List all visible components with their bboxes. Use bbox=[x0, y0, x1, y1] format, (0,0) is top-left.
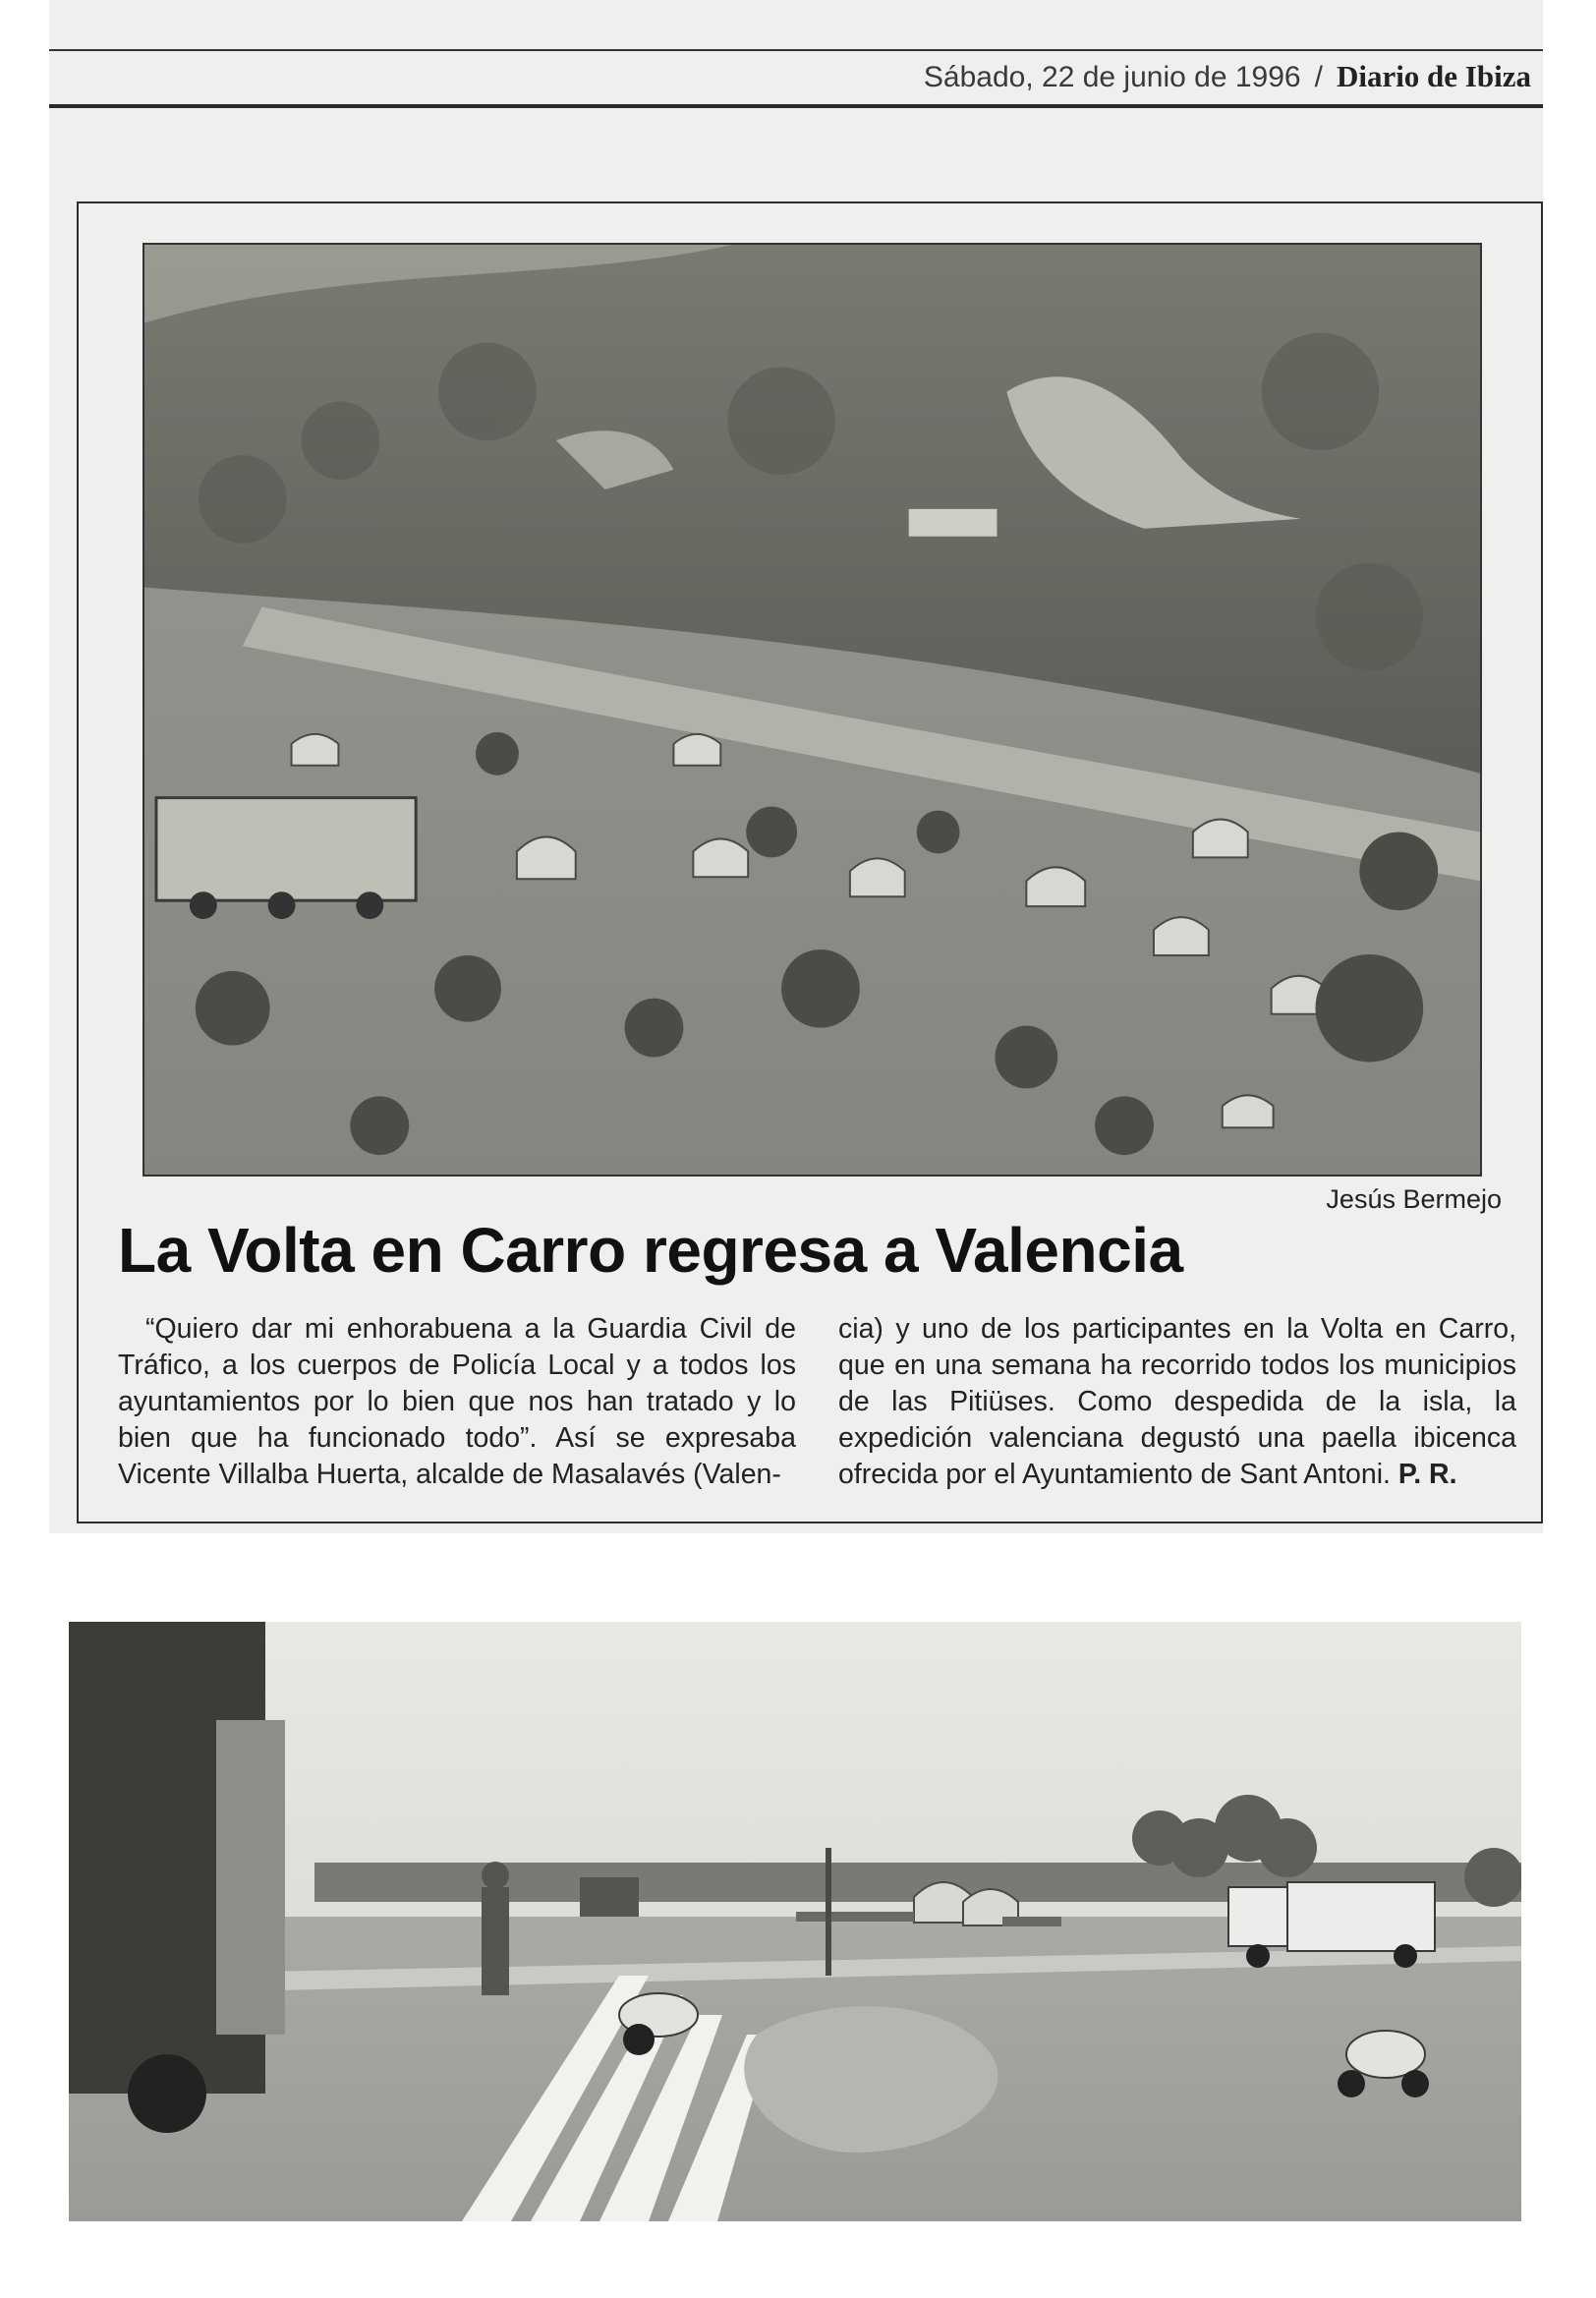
article-column-1: “Quiero dar mi enhorabuena a la Guardia Civil de Tráfico, a los cuerpos de Policía Local y a todos los ayuntamientos por lo bien que nos han tratado y lo bien que ha funcionado todo”. Así se expresaba Vicente Villalba Huerta, alcalde de Masalavés (Valen- bbox=[118, 1313, 796, 1490]
top-rule bbox=[49, 49, 1543, 51]
masthead-paper-name: Diario de Ibiza bbox=[1336, 59, 1531, 93]
article-frame bbox=[77, 201, 1543, 1523]
article-column-2-text: cia) y uno de los participantes en la Volta en Carro, que en una semana ha recorrido todos los municipios de las Pitiüses. Como despedida de la isla, la expedición valenciana degustó una paella ibicenca ofrecida por el Ayuntamiento de Sant Antoni. bbox=[838, 1313, 1516, 1490]
masthead-separator: / bbox=[1314, 61, 1323, 93]
article-signature: P. R. bbox=[1397, 1459, 1457, 1490]
article-headline: La Volta en Carro regresa a Valencia bbox=[118, 1215, 1183, 1286]
masthead-date: Sábado, 22 de junio de 1996 bbox=[923, 61, 1301, 93]
masthead-rule bbox=[49, 104, 1543, 108]
masthead bbox=[924, 59, 1531, 94]
article-column-2 bbox=[838, 1311, 1516, 1493]
article-photo-caravan-camp bbox=[142, 243, 1482, 1177]
photo-credit: Jesús Bermejo bbox=[1326, 1184, 1502, 1214]
road-photo-caravan-escort bbox=[69, 1622, 1521, 2221]
newspaper-clipping bbox=[49, 0, 1543, 1533]
